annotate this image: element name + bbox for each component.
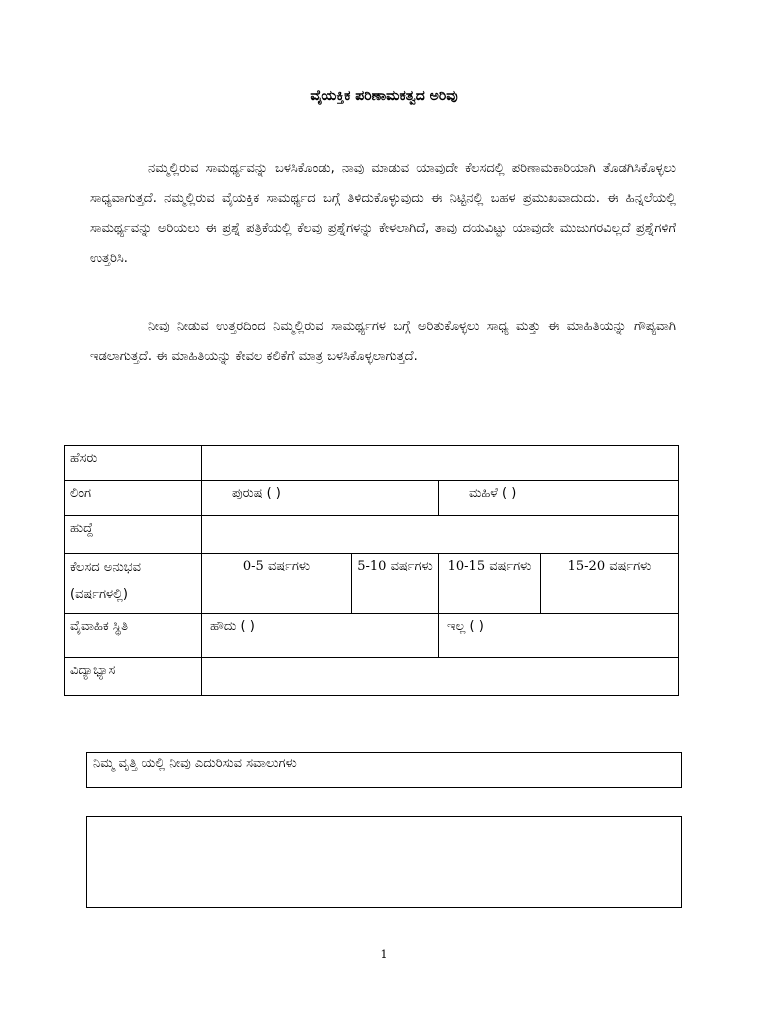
table-row-marital [65,614,679,658]
table-row-post [65,516,679,554]
experience-option-15-20[interactable]: 15-20 ವರ್ಷಗಳು [541,554,679,614]
page-number: 1 [380,948,388,961]
name-label: ಹೆಸರು [65,446,202,481]
marital-status-label: ವೈವಾಹಿಕ ಸ್ಥಿತಿ [65,614,202,658]
name-field[interactable] [202,446,679,481]
intro-paragraph-1: ನಮ್ಮಲ್ಲಿರುವ ಸಾಮರ್ಥ್ಯವನ್ನು ಬಳಸಿಕೊಂಡು, ನಾವು ಮಾಡುವ ಯಾವುದೇ ಕೆಲಸದಲ್ಲಿ ಪರಿಣಾಮಕಾರಿಯಾಗಿ ತೊಡಗಿಸಿಕೊಳ್ಳಲು ಸಾಧ್ಯವಾಗುತ್ತದೆ. ನಮ್ಮಲ್ಲಿರುವ ವೈಯಕ್ತಿಕ ಸಾಮರ್ಥ್ಯದ ಬಗ್ಗೆ ತಿಳಿದುಕೊಳ್ಳುವುದು ಈ ನಿಟ್ಟಿನಲ್ಲಿ ಬಹಳ ಪ್ರಮುಖವಾದುದು. ಈ ಹಿನ್ನಲೆಯಲ್ಲಿ ಸಾಮರ್ಥ್ಯವನ್ನು ಅರಿಯಲು ಈ ಪ್ರಶ್ನೆ ಪತ್ರಿಕೆಯಲ್ಲಿ ಕೆಲವು ಪ್ರಶ್ನೆಗಳನ್ನು ಕೇಳಲಾಗಿದೆ, ತಾವು ದಯವಿಟ್ಟು ಯಾವುದೇ ಮುಜುಗರವಿಲ್ಲದೆ ಪ್ರಶ್ನೆಗಳಿಗೆ ಉತ್ತರಿಸಿ. [90,161,676,266]
table-row-experience [65,554,679,614]
post-field[interactable] [202,516,679,554]
education-label: ವಿದ್ಯಾಭ್ಯಾಸ [65,658,202,696]
marital-yes-option[interactable]: ಹೌದು ( ) [202,614,439,658]
marital-no-option[interactable]: ಇಲ್ಲ ( ) [439,614,679,658]
challenges-label-box [86,752,682,788]
table-row-education [65,658,679,696]
experience-label: ಕೆಲಸದ ಅನುಭವ (ವರ್ಷಗಳಲ್ಲಿ) [65,554,202,614]
challenges-answer-box[interactable] [86,816,682,908]
table-row-name [65,446,679,481]
post-label: ಹುದ್ದೆ [65,516,202,554]
education-field[interactable] [202,658,679,696]
intro-paragraph-2: ನೀವು ನೀಡುವ ಉತ್ತರದಿಂದ ನಿಮ್ಮಲ್ಲಿರುವ ಸಾಮರ್ಥ್ಯಗಳ ಬಗ್ಗೆ ಅರಿತುಕೊಳ್ಳಲು ಸಾಧ್ಯ ಮತ್ತು ಈ ಮಾಹಿತಿಯನ್ನು ಗೌಪ್ಯವಾಗಿ ಇಡಲಾಗುತ್ತದೆ. ಈ ಮಾಹಿತಿಯನ್ನು ಕೇವಲ ಕಲಿಕೆಗೆ ಮಾತ್ರ ಬಳಸಿಕೊಳ್ಳಲಾಗುತ್ತದೆ. [90,319,676,364]
gender-female-option[interactable]: ಮಹಿಳೆ ( ) [439,481,679,516]
experience-option-10-15[interactable]: 10-15 ವರ್ಷಗಳು [439,554,541,614]
experience-option-5-10[interactable]: 5-10 ವರ್ಷಗಳು [352,554,439,614]
gender-label: ಲಿಂಗ [65,481,202,516]
personal-info-table [64,445,679,696]
gender-male-option[interactable]: ಪುರುಷ ( ) [202,481,439,516]
table-row-gender [65,481,679,516]
document-title: ವೈಯಕ್ತಿಕ ಪರಿಣಾಮಕತ್ವದ ಅರಿವು [310,88,458,104]
experience-option-0-5[interactable]: 0-5 ವರ್ಷಗಳು [202,554,352,614]
challenges-label: ನಿಮ್ಮ ವೃತ್ತಿ ಯಲ್ಲಿ ನೀವು ಎದುರಿಸುವ ಸವಾಲುಗಳು [93,756,297,771]
